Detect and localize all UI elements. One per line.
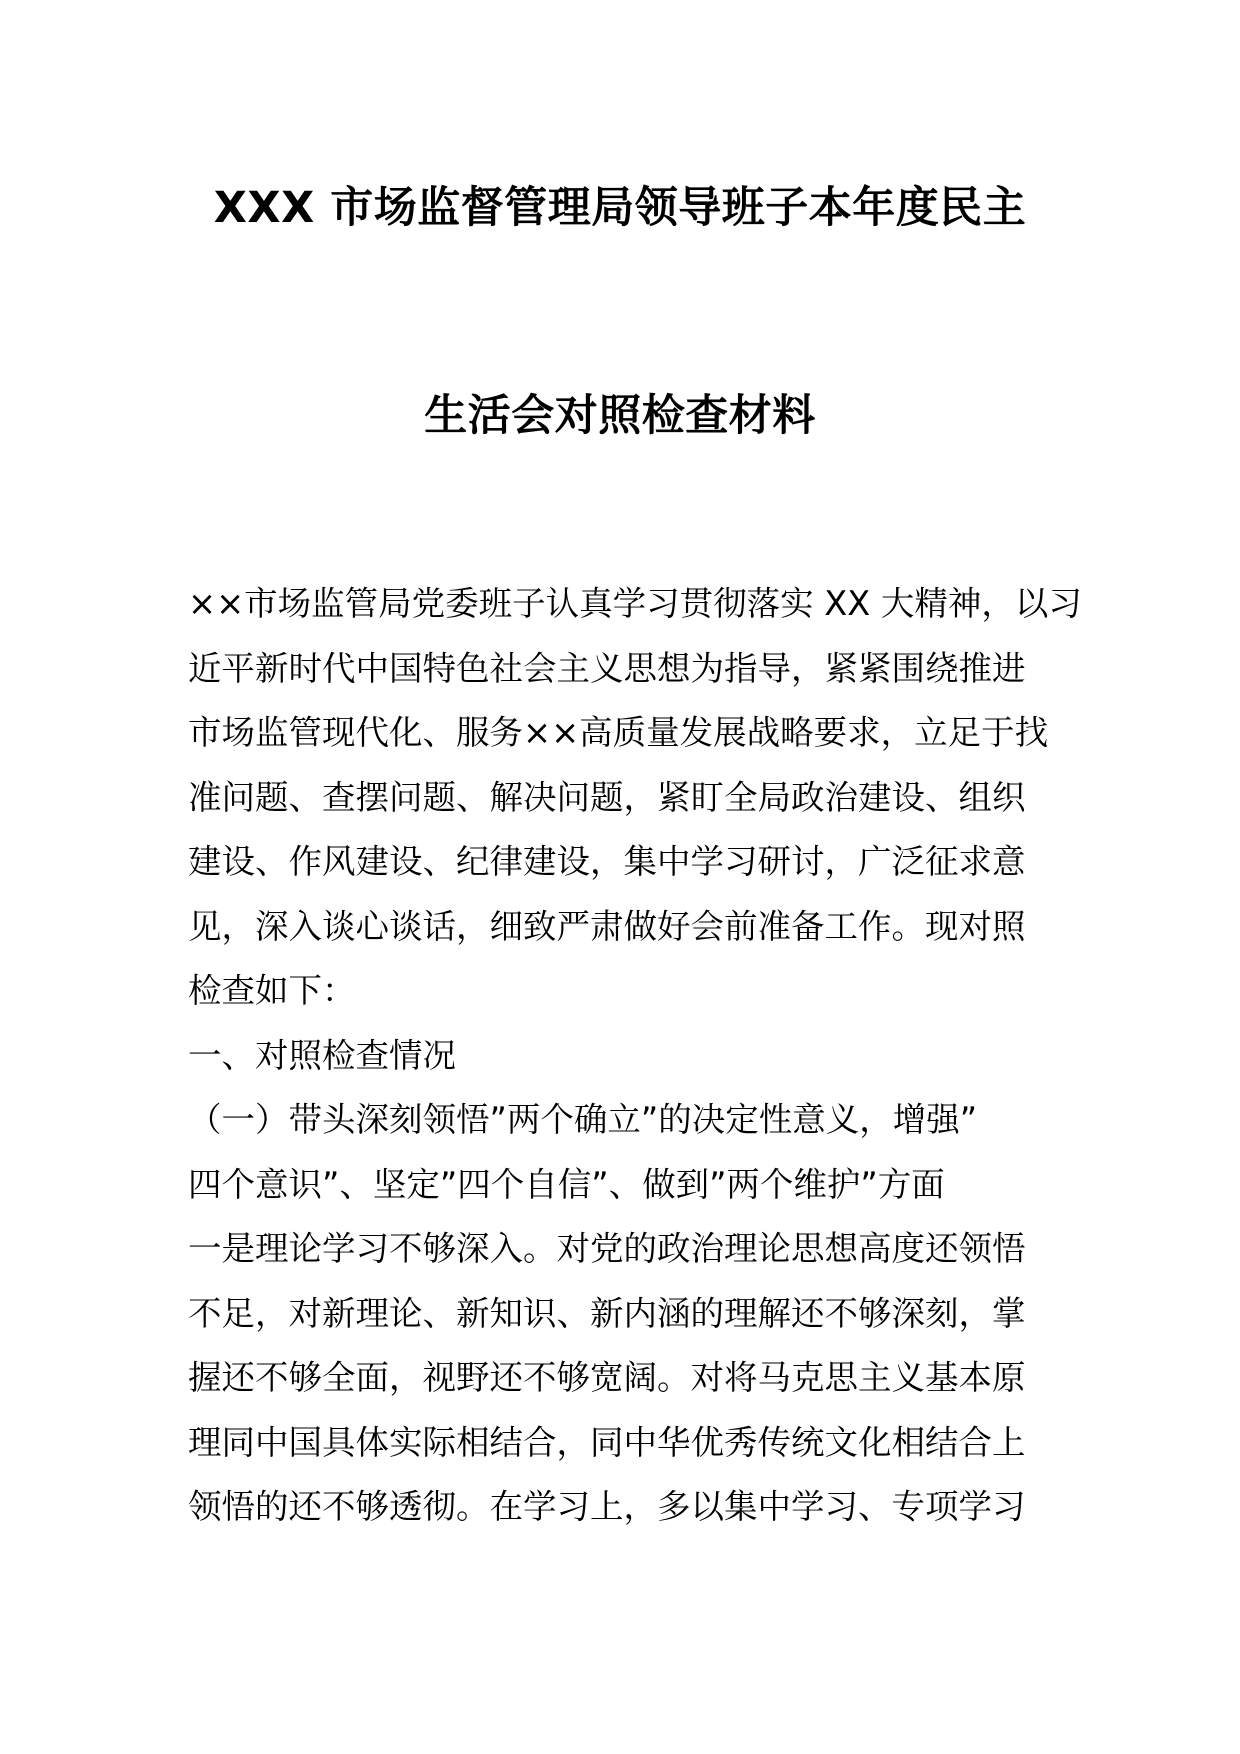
- subsection-heading-1a: （一）带头深刻领悟”两个确立”的决定性意义，增强”: [188, 1100, 978, 1139]
- body-line-14: 理同中国具体实际相结合，同中华优秀传统文化相结合上: [188, 1422, 1026, 1462]
- body-line-12: 不足，对新理论、新知识、新内涵的理解还不够深刻，掌: [188, 1293, 1026, 1333]
- body-line-5: 建设、作风建设、纪律建设，集中学习研讨，广泛征求意: [188, 842, 1026, 881]
- body-line-7: 检查如下：: [188, 971, 356, 1010]
- document-body: [188, 572, 1082, 1540]
- document-title-line-1: XXX 市场监督管理局领导班子本年度民主: [213, 183, 1027, 233]
- section-heading-1: 一、对照检查情况: [188, 1035, 456, 1075]
- document-title-line-2: 生活会对照检查材料: [424, 391, 816, 441]
- subsection-heading-1b: 四个意识”、坚定”四个自信”、做到”两个维护”方面: [188, 1164, 945, 1204]
- body-line-3: 市场监管现代化、服务××高质量发展战略要求，立足于找: [188, 713, 1049, 752]
- body-line-11: 一是理论学习不够深入。对党的政治理论思想高度还领悟: [188, 1229, 1026, 1268]
- body-line-13: 握还不够全面，视野还不够宽阔。对将马克思主义基本原: [188, 1358, 1026, 1397]
- body-line-15: 领悟的还不够透彻。在学习上，多以集中学习、专项学习: [188, 1487, 1026, 1526]
- body-line-2: 近平新时代中国特色社会主义思想为指导，紧紧围绕推进: [188, 648, 1026, 688]
- body-line-6: 见，深入谈心谈话，细致严肃做好会前准备工作。现对照: [188, 906, 1026, 946]
- body-line-4: 准问题、查摆问题、解决问题，紧盯全局政治建设、组织: [188, 777, 1026, 817]
- body-line-1: ××市场监管局党委班子认真学习贯彻落实 XX 大精神，以习: [188, 584, 1082, 623]
